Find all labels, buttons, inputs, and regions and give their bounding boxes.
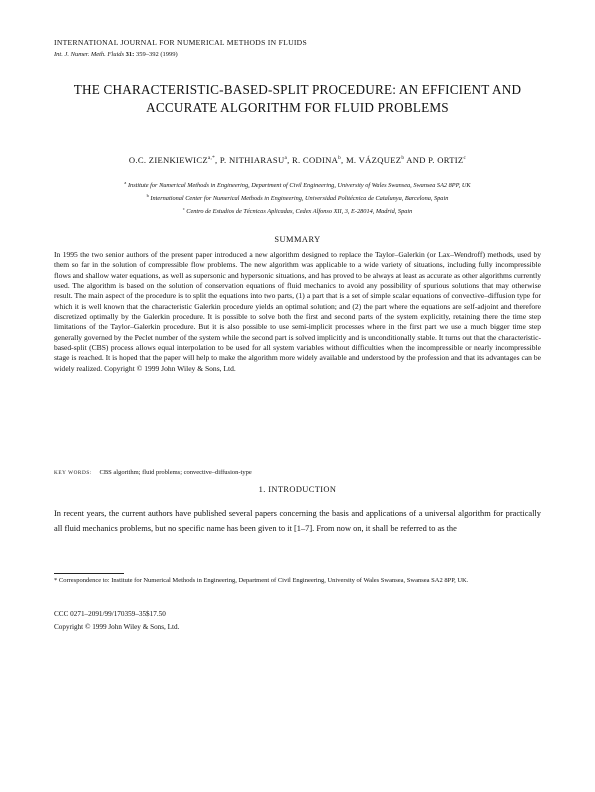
author-sep: ,: [215, 154, 220, 165]
correspondence-footnote: * Correspondence to: Institute for Numerical Methods in Engineering, Department of Civil Engineering, University of Wales Swansea, Swansea SA2 8PP, UK.: [54, 577, 469, 584]
keywords-text: CBS algorithm; fluid problems; convective–diffusion-type: [99, 469, 252, 476]
author-mark: c: [463, 155, 467, 161]
author: P. NITHIARASU: [219, 154, 285, 165]
author-sep: ,: [287, 154, 292, 165]
citation-volume: 31:: [125, 51, 135, 58]
paper-title: THE CHARACTERISTIC-BASED-SPLIT PROCEDURE: AN EFFICIENT AND ACCURATE ALGORITHM FOR FLUID PROBLEMS: [73, 82, 522, 115]
affiliation-list: [54, 178, 541, 217]
affiliation: [54, 204, 541, 217]
author-sep: AND: [404, 154, 429, 165]
author-list: [54, 152, 541, 166]
footnote-rule: [54, 573, 124, 574]
affiliation-text: Institute for Numerical Methods in Engineering, Department of Civil Engineering, University of Wales Swansea, Swansea SA2 8PP, UK: [127, 182, 471, 190]
citation-pages: 359–392 (1999): [135, 51, 178, 58]
author-mark: b: [401, 155, 405, 161]
author-mark: a: [284, 155, 288, 161]
author: M. VÁZQUEZ: [345, 154, 402, 165]
journal-citation: [54, 51, 178, 58]
intro-paragraph: In recent years, the current authors have published several papers concerning the basis and applications of a universal algorithm for practically all fluid mechanics problems, but no specific name has been given to it [1–7]. From now on, it shall be referred to as the: [54, 509, 541, 533]
author-mark: b: [338, 155, 342, 161]
keywords-label: KEY WORDS:: [54, 470, 92, 476]
author: R. CODINA: [291, 154, 339, 165]
affiliation: [54, 191, 541, 204]
affiliation-text: Centro de Estudios de Técnicas Aplicadas, Cedex Alfonso XII, 3, E-28014, Madrid, Spain: [186, 207, 413, 215]
affiliation: [54, 178, 541, 191]
journal-name: INTERNATIONAL JOURNAL FOR NUMERICAL METHODS IN FLUIDS: [54, 38, 307, 47]
ccc-code: CCC 0271–2091/99/170359–35$17.50: [54, 610, 166, 618]
abstract-text: In 1995 the two senior authors of the present paper introduced a new algorithm designed to replace the Taylor–Galerkin (or Lax–Wendroff) methods, used by them so far in the solution of compressible flow problems. The new algorithm was applicable to a wide variety of situations, including fully incompressible flows and shallow water equations, as well as supersonic and hypersonic situations, and has proved to be always at least as accurate as other algorithms currently used. The algorithm is based on the solution of conservation equations of fluid mechanics to avoid any possibility of spurious solutions that may otherwise result. The main aspect of the procedure is to split the equations into two parts, (1) a part that is a set of simple scalar equations of convective–diffusion type for which it is well known that the characteristic Galerkin procedure yields an optimal solution; and (2) the part where the equations are self-adjoint and therefore discretized optimally by the Galerkin procedure. It is possible to solve both the first and second parts of the system explicitly, retaining there the time step limitations of the Taylor–Galerkin procedure. But it is also possible to use semi-implicit processes where in the first part we use a much bigger time step generally governed by the Peclet number of the system while the second part is solved implicitly and is unconditionally stable. It turns out that the characteristic-based-split (CBS) process allows equal interpolation to be used for all system variables without difficulties when the incompressible or nearly incompressible stage is reached. It is hoped that the paper will help to make the algorithm more widely available and understood by the profession and that its advantages can be widely realized. Copyright © 1999 John Wiley & Sons, Ltd.: [54, 250, 541, 373]
author: P. ORTIZ: [428, 154, 464, 165]
affiliation-text: International Center for Numerical Methods in Engineering, Universidad Politécnica de Catalunya, Barcelona, Spain: [150, 194, 449, 202]
keywords: [54, 469, 541, 476]
copyright-line: Copyright © 1999 John Wiley & Sons, Ltd.: [54, 623, 180, 631]
section-heading: 1. INTRODUCTION: [258, 485, 337, 494]
author-sep: ,: [341, 154, 346, 165]
affiliation-mark: a: [124, 180, 127, 185]
citation-journal: Int. J. Numer. Meth. Fluids: [54, 51, 125, 58]
author: O.C. ZIENKIEWICZ: [128, 154, 208, 165]
affiliation-mark: b: [146, 192, 149, 198]
affiliation-mark: c: [182, 205, 185, 211]
author-mark: a,*: [207, 155, 216, 161]
summary-heading: SUMMARY: [274, 235, 321, 244]
